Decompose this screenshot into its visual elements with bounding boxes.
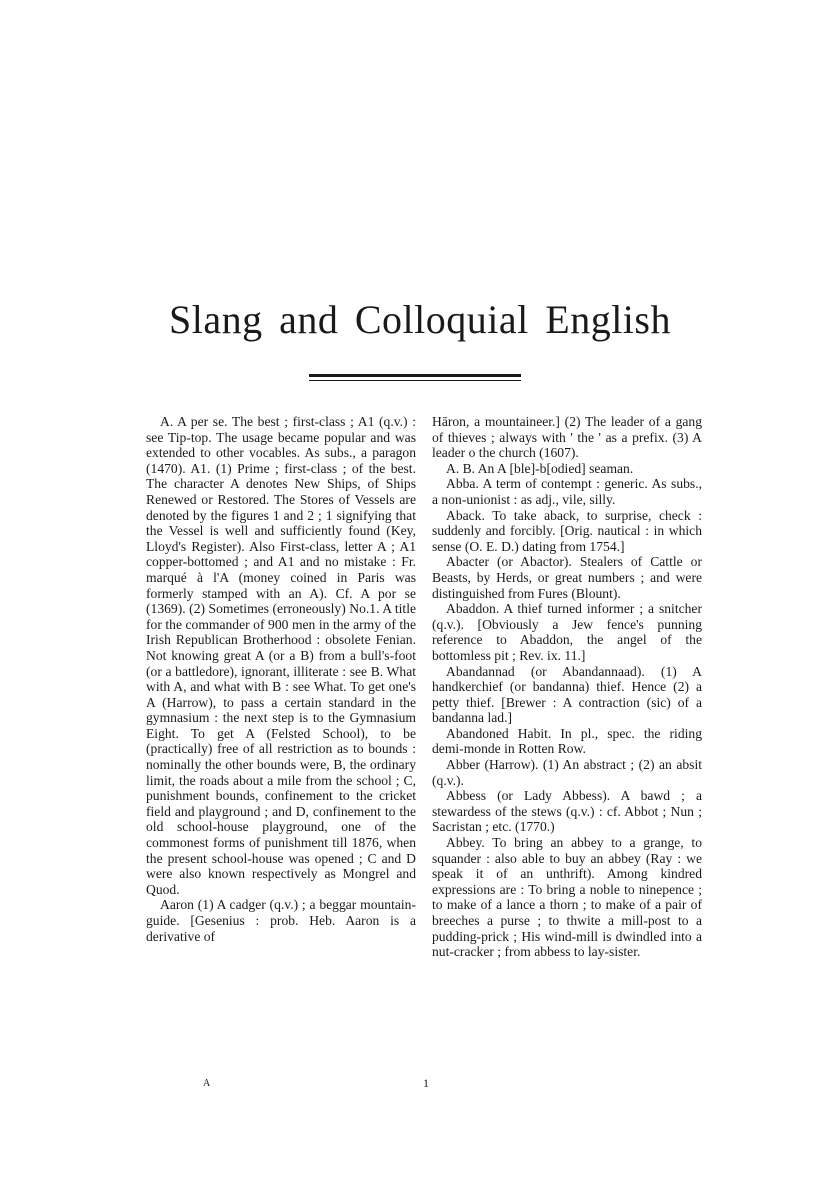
signature-mark: A: [203, 1078, 211, 1089]
dictionary-entry: A. A per se. The best ; first-class ; A1 (q.v.) : see Tip-top. The usage became popular and was extended to other vocables. As subs., a paragon (1470). A1. (1) Prime ; first-class ; of the best. The character A denotes New Ships, of Ships Renewed or Restored. The Stores of Vessels are denoted by the figures 1 and 2 ; 1 signifying that the Vessel is well and sufficiently found (Key, Lloyd's Register). Also First-class, letter A ; A1 copper-bottomed ; and A1 and no mistake : Fr. marqué à l'A (money coined in Paris was formerly stamped with an A). Cf. A por se (1369). (2) Sometimes (erroneously) No.1. A title for the commander of 900 men in the army of the Irish Republican Brotherhood : obsolete Fenian. Not knowing great A (or a B) from a bull's-foot (or a battledore), ignorant, illiterate : see B. What with A, and what with B : see What. To get one's A (Harrow), to pass a certain standard in the gymnasium : the next step is to the Gymnasium Eight. To get A (Felsted School), to be (practically) free of all restriction as to bounds : nominally the other bounds were, B, the ordinary limit, the roads about a mile from the school ; C, punishment bounds, confinement to the cricket field and playground ; and D, confinement to the old school-house playground, one of the commonest forms of punishment till 1876, when the present school-house was opened ; C and D were also known respectively as Mongrel and Quod.: [146, 414, 416, 897]
right-column: [432, 414, 702, 960]
dictionary-entry: Abaddon. A thief turned informer ; a snitcher (q.v.). [Obviously a Jew fence's punning reference to Abaddon, the angel of the bottomless pit ; Rev. ix. 11.]: [432, 601, 702, 663]
dictionary-entry: A. B. An A [ble]-b[odied] seaman.: [446, 460, 634, 476]
page-title: Slang and Colloquial English: [169, 297, 671, 342]
title-rule-thick: [309, 374, 521, 377]
dictionary-entry: Abbey. To bring an abbey to a grange, to squander : also able to buy an abbey (Ray : we speak it of an unthrift). Among kindred expressions are : To bring a noble to ninepence ; to make of a lance a thorn ; to make of a pair of breeches a purse ; to thwite a mill-post to a pudding-prick ; His wind-mill is dwindled into a nut-cracker ; from abbess to lay-sister.: [432, 835, 702, 960]
dictionary-entry: Abandannad (or Abandannaad). (1) A handkerchief (or bandanna) thief. Hence (2) a petty thief. [Brewer : A contraction (sic) of a bandanna lad.]: [432, 663, 702, 726]
dictionary-entry: Abba. A term of contempt : generic. As subs., a non-unionist : as adj., vile, silly.: [432, 476, 702, 507]
title-rule: [309, 374, 521, 381]
dictionary-entry: Aaron (1) A cadger (q.v.) ; a beggar mountain-guide. [Gesenius : prob. Heb. Aaron is a derivative of: [146, 897, 416, 944]
dictionary-entry: Aback. To take aback, to surprise, check : suddenly and forcibly. [Orig. nautical : in which sense (O. E. D.) dating from 1754.]: [432, 507, 702, 554]
dictionary-entry: Abber (Harrow). (1) An abstract ; (2) an absit (q.v.).: [432, 757, 702, 788]
title-rule-thin: [309, 380, 521, 381]
dictionary-entry-continued: Hāron, a mountaineer.] (2) The leader of a gang of thieves ; always with ' the ' as a prefix. (3) A leader o the church (1607).: [432, 414, 702, 461]
dictionary-entry: Abandoned Habit. In pl., spec. the riding demi-monde in Rotten Row.: [432, 725, 702, 757]
page-number: 1: [423, 1076, 429, 1090]
dictionary-entry: Abbess (or Lady Abbess). A bawd ; a stewardess of the stews (q.v.) : cf. Abbot ; Nun ; Sacristan ; etc. (1770.): [432, 788, 702, 835]
left-column: [146, 414, 416, 944]
dictionary-entry: Abacter (or Abactor). Stealers of Cattle or Beasts, by Herds, or great numbers ; and were distinguished from Fures (Blount).: [432, 554, 702, 601]
